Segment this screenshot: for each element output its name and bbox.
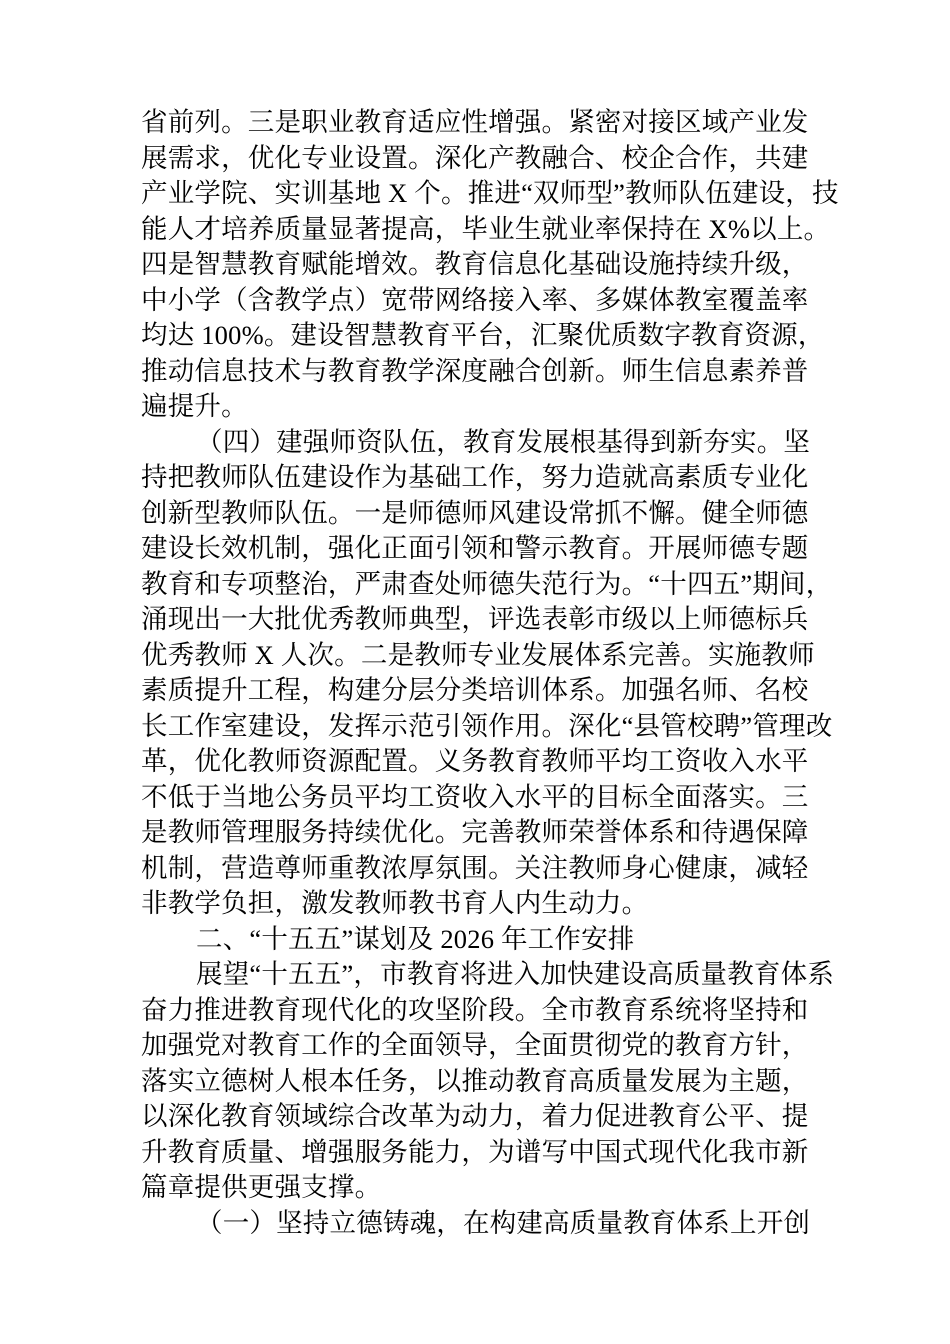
- text-line: 能人才培养质量显著提高，毕业生就业率保持在 X%以上。: [141, 213, 831, 244]
- text-line: 长工作室建设，发挥示范引领作用。深化“县管校聘”管理改: [141, 710, 833, 741]
- text-line: 奋力推进教育现代化的攻坚阶段。全市教育系统将坚持和: [141, 994, 809, 1025]
- section-heading: 二、“十五五”谋划及 2026 年工作安排: [196, 923, 635, 954]
- text-line: 升教育质量、增强服务能力，为谱写中国式现代化我市新: [141, 1136, 809, 1167]
- text-line: 素质提升工程，构建分层分类培训体系。加强名师、名校: [141, 675, 809, 705]
- text-line: 持把教师队伍建设作为基础工作，努力造就高素质专业化: [141, 462, 809, 492]
- text-line: 创新型教师队伍。一是师德师风建设常抓不懈。健全师德: [141, 497, 809, 528]
- text-line: 省前列。三是职业教育适应性增强。紧密对接区域产业发: [141, 107, 809, 137]
- text-line: 机制，营造尊师重教浓厚氛围。关注教师身心健康，减轻: [141, 852, 809, 883]
- text-line: 中小学（含教学点）宽带网络接入率、多媒体教室覆盖率: [141, 284, 809, 315]
- text-line: 产业学院、实训基地 X 个。推进“双师型”教师队伍建设，技: [141, 178, 839, 208]
- text-line: 篇章提供更强支撑。: [141, 1172, 382, 1202]
- paragraph-first-line: （四）建强师资队伍，教育发展根基得到新夯实。坚: [196, 426, 811, 457]
- text-line: 四是智慧教育赋能增效。教育信息化基础设施持续升级，: [141, 249, 809, 279]
- text-line: 均达 100%。建设智慧教育平台，汇聚优质数字教育资源，: [141, 320, 825, 350]
- text-line: 是教师管理服务持续优化。完善教师荣誉体系和待遇保障: [141, 817, 809, 847]
- text-line: 不低于当地公务员平均工资收入水平的目标全面落实。三: [141, 781, 809, 812]
- text-line: 教育和专项整治，严肃查处师德失范行为。“十四五”期间，: [141, 568, 833, 599]
- text-line: 展需求，优化专业设置。深化产教融合、校企合作，共建: [141, 142, 809, 173]
- text-line: 遍提升。: [141, 391, 248, 421]
- text-line: 推动信息技术与教育教学深度融合创新。师生信息素养普: [141, 355, 809, 386]
- paragraph-first-line: （一）坚持立德铸魂，在构建高质量教育体系上开创: [196, 1207, 811, 1238]
- text-line: 加强党对教育工作的全面领导，全面贯彻党的教育方针，: [141, 1030, 809, 1060]
- text-line: 革，优化教师资源配置。义务教育教师平均工资收入水平: [141, 746, 809, 776]
- text-line: 建设长效机制，强化正面引领和警示教育。开展师德专题: [141, 533, 809, 563]
- paragraph-first-line: 展望“十五五”，市教育将进入加快建设高质量教育体系: [196, 959, 835, 989]
- text-line: 落实立德树人根本任务，以推动教育高质量发展为主题，: [141, 1065, 809, 1096]
- text-line: 以深化教育领域综合改革为动力，着力促进教育公平、提: [141, 1101, 809, 1131]
- text-line: 涌现出一大批优秀教师典型，评选表彰市级以上师德标兵: [141, 604, 809, 634]
- text-line: 非教学负担，激发教师教书育人内生动力。: [141, 888, 649, 918]
- text-line: 优秀教师 X 人次。二是教师专业发展体系完善。实施教师: [141, 639, 815, 670]
